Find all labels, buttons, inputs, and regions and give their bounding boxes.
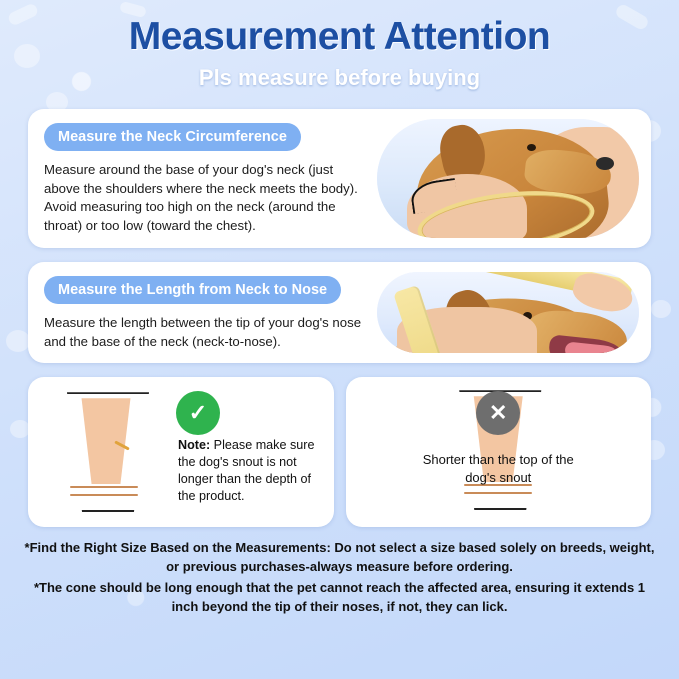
section-card-neck-to-nose [28,262,651,363]
section-pill-label: Measure the Neck Circumference [44,123,301,151]
paw-decoration-icon [6,330,30,352]
cone-band-line [70,486,138,488]
comparison-card-correct [28,377,334,527]
footer-notes [20,539,659,616]
arrow-indicator-icon [409,178,459,214]
header [0,0,679,91]
section-text-block [28,109,377,248]
comparison-card-incorrect [346,377,652,527]
cone-band-line [70,494,138,496]
status-badge-incorrect: ✕ [476,391,520,435]
section-body-text: Measure around the base of your dog's neck (just above the shoulders where the neck meets the body). Avoid measuring too high on the neck (around the throat) or too low (toward the chest). [44,161,358,234]
page-subtitle: Pls measure before buying [198,64,481,90]
dog-neck-measuring-photo [377,119,639,238]
note-label: Note: [178,438,211,453]
dog-neck-to-nose-measuring-photo [377,272,639,353]
incorrect-caption: Shorter than the top of the dog's snout [422,452,574,485]
paw-decoration-icon [651,300,671,318]
footer-line-1: *Find the Right Size Based on the Measurements: Do not select a size based solely on breeds, weight, or previous purchases-always measure before ordering. [24,540,655,575]
section-card-neck-circumference [28,109,651,248]
cone-band-line [464,492,532,494]
cone-illustration-correct [28,382,178,522]
footer-line-2: *The cone should be long enough that the pet cannot reach the affected area, ensuring it extends 1 inch beyond the tip of their noses, if not, they can lick. [33,579,646,614]
note-text [178,437,316,505]
status-badge-correct: ✓ [176,391,220,435]
section-body-text: Measure the length between the tip of your dog's nose and the base of the neck (neck-to-nose). [44,314,362,349]
dog-nose-shape [596,157,614,170]
paw-decoration-icon [10,420,30,438]
section-text-block [28,262,377,363]
note-body: Please make sure the dog's snout is not longer than the depth of the product. [178,438,315,504]
section-pill-label: Measure the Length from Neck to Nose [44,276,341,304]
page-title: Measurement Attention [128,15,551,58]
dog-eye-shape [527,144,536,151]
comparison-row [28,377,651,527]
